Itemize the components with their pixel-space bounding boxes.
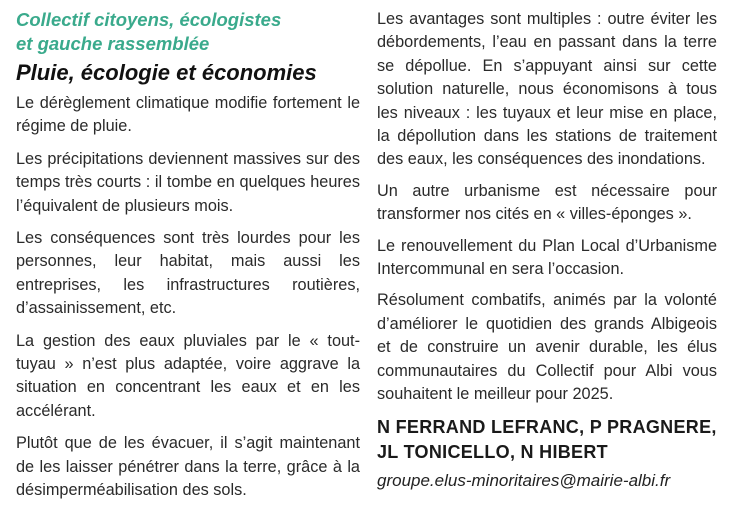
group-name-line1: Collectif citoyens, écologistes: [16, 9, 282, 30]
group-name: [16, 8, 360, 56]
paragraph: Les avantages sont multiples : outre éviter les débordements, l’eau en passant dans la terre se dépollue. En s’appuyant ainsi sur cette solution naturelle, nous économisons à tous les niveaux : les tuyaux et leur mise en place, la dépollution dans les stations de traitement des eaux, les conséquences des inondations.: [377, 10, 717, 169]
article-title: Pluie, écologie et économies: [16, 60, 317, 85]
signature: [377, 415, 717, 465]
paragraph: Le dérèglement climatique modifie fortement le régime de pluie.: [16, 94, 360, 136]
right-column: [377, 8, 717, 493]
paragraph: Résolument combatifs, animés par la volonté d’améliorer le quotidien des grands Albigeois et de construire un avenir durable, les élus communautaires du Collectif pour Albi vous souhaitent le meilleur pour 2025.: [377, 291, 717, 404]
group-name-line2: et gauche rassemblée: [16, 33, 210, 54]
paragraph: Les conséquences sont très lourdes pour les personnes, leur habitat, mais aussi les entreprises, les infrastructures routières, d’assainissement, etc.: [16, 229, 360, 318]
paragraph: Plutôt que de les évacuer, il s’agit maintenant de les laisser pénétrer dans la terre, grâce à la désimperméabilisation des sols.: [16, 434, 360, 500]
paragraph: La gestion des eaux pluviales par le « tout-tuyau » n’est plus adaptée, voire aggrave la situation en concentrant les eaux et en les accélérant.: [16, 331, 360, 420]
paragraph: Le renouvellement du Plan Local d’Urbanisme Intercommunal en sera l’occasion.: [377, 236, 717, 279]
signature-line1: N FERRAND LEFRANC, P PRAGNERE,: [377, 416, 717, 437]
signature-line2: JL TONICELLO, N HIBERT: [377, 441, 608, 462]
contact-email[interactable]: groupe.elus-minoritaires@mairie-albi.fr: [377, 470, 671, 490]
paragraph: Un autre urbanisme est nécessaire pour transformer nos cités en « villes-éponges ».: [377, 181, 717, 224]
left-column: [16, 8, 360, 512]
paragraph: Les précipitations deviennent massives sur des temps très courts : il tombe en quelques heures l’équivalent de plusieurs mois.: [16, 149, 360, 215]
